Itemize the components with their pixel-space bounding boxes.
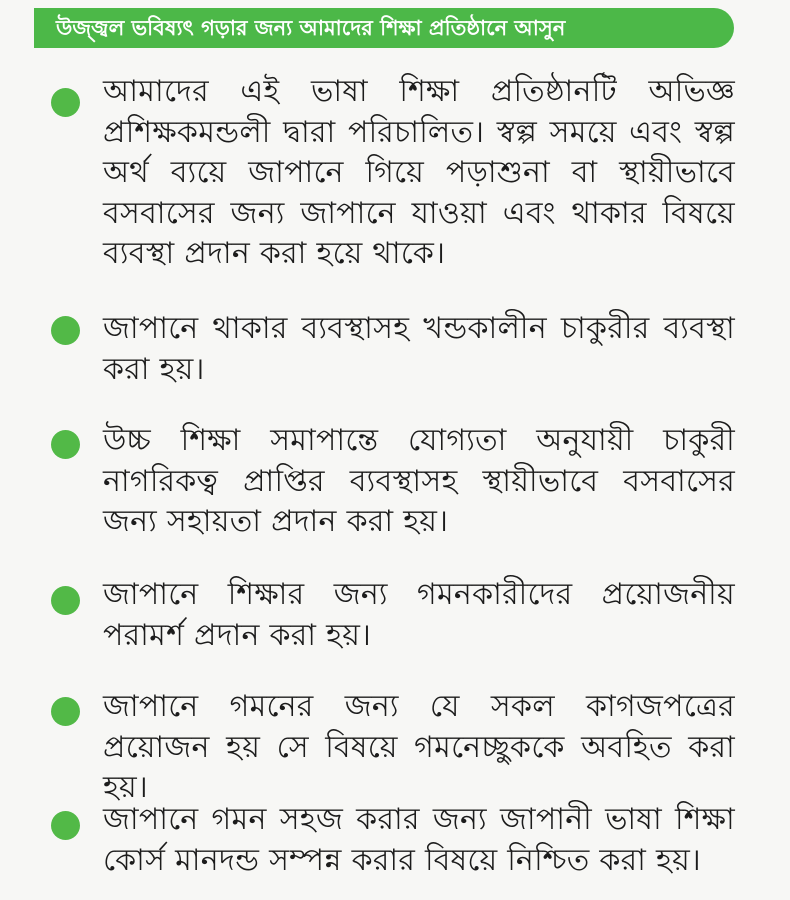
bullet-icon [51,811,80,840]
list-item-text: জাপানে শিক্ষার জন্য গমনকারীদের প্রয়োজনীয় পরামর্শ প্রদান করা হয়। [103,577,735,653]
list-item-text: জাপানে গমনের জন্য যে সকল কাগজপত্রের প্রয়োজন হয় সে বিষয়ে গমনেচ্ছুককে অবহিত করা হয়। [103,689,735,805]
bullet-icon [51,316,80,345]
header-title: উজ্জ্বল ভবিষ্যৎ গড়ার জন্য আমাদের শিক্ষা প্রতিষ্ঠানে আসুন [56,16,566,40]
header-banner [34,8,734,48]
list-item-text: আমাদের এই ভাষা শিক্ষা প্রতিষ্ঠানটি অভিজ্ঞ প্রশিক্ষকমন্ডলী দ্বারা পরিচালিত। স্বল্প সময়ে এবং স্বল্প অর্থ ব্যয়ে জাপানে গিয়ে পড়াশুনা বা স্থায়ীভাবে বসবাসের জন্য জাপানে যাওয়া এবং থাকার বিষয়ে ব্যবস্থা প্রদান করা হয়ে থাকে। [103,74,735,271]
list-item-text: উচ্চ শিক্ষা সমাপান্তে যোগ্যতা অনুযায়ী চাকুরী নাগরিকত্ব প্রাপ্তির ব্যবস্থাসহ স্থায়ীভাবে বসবাসের জন্য সহায়তা প্রদান করা হয়। [103,423,735,539]
bullet-icon [51,697,80,726]
bullet-icon [51,430,80,459]
list-item-text: জাপানে গমন সহজ করার জন্য জাপানী ভাষা শিক্ষা কোর্স মানদন্ড সম্পন্ন করার বিষয়ে নিশ্চিত করা হয়। [103,802,735,878]
list-item-text: জাপানে থাকার ব্যবস্থাসহ খন্ডকালীন চাকুরীর ব্যবস্থা করা হয়। [103,311,735,387]
bullet-icon [51,586,80,615]
bullet-icon [51,88,80,117]
